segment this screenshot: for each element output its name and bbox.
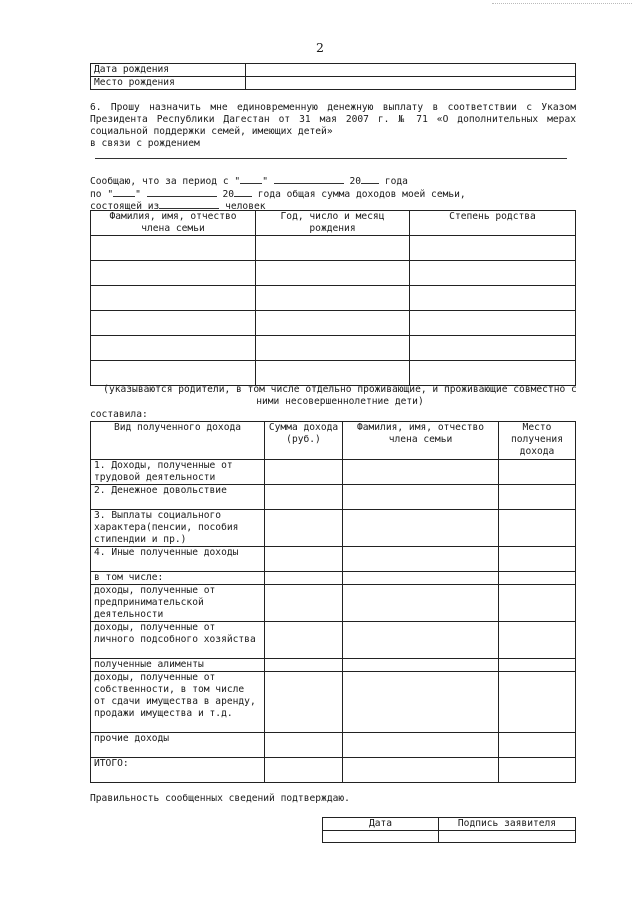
family-row	[91, 311, 576, 336]
month-from-blank	[274, 173, 344, 184]
page-number: 2	[316, 40, 324, 55]
income-row-label: 1. Доходы, полученные от трудовой деятельности	[91, 460, 265, 485]
income-table	[90, 421, 576, 783]
month-to-blank	[147, 186, 217, 197]
signature-table	[322, 817, 576, 843]
family-header-birth: Год, число и месяц рождения	[256, 211, 410, 236]
family-row	[91, 286, 576, 311]
paragraph-6: 6. Прошу назначить мне единовременную денежную выплату в соответствии с Указом Президента Республики Дагестан от 31 мая 2007 г. № 71 «О дополнительных мерах социальной поддержки семей, имеющих детей»	[90, 102, 576, 137]
report-line-3: состоящей из человек	[90, 198, 266, 213]
sostavila-label: составила:	[90, 409, 148, 420]
year-from-blank	[361, 173, 379, 184]
income-row-label: в том числе:	[91, 572, 265, 585]
confirm-text: Правильность сообщенных сведений подтверждаю.	[90, 793, 350, 804]
income-row-label: 2. Денежное довольствие	[91, 485, 265, 510]
income-row-label: 3. Выплаты социального характера(пенсии, пособия стипендии и пр.)	[91, 510, 265, 547]
birth-date-value	[246, 64, 576, 77]
day-from-blank	[240, 173, 262, 184]
family-row	[91, 261, 576, 286]
income-row-label: 4. Иные полученные доходы	[91, 547, 265, 572]
signature-cell	[439, 830, 576, 842]
signature-header: Подпись заявителя	[439, 818, 576, 831]
income-row-label: полученные алименты	[91, 659, 265, 672]
members-count-blank	[159, 198, 219, 209]
income-header-member: Фамилия, имя, отчество члена семьи	[343, 422, 499, 460]
income-row-label: доходы, полученные от собственности, в том числе от сдачи имущества в аренду, продажи имущества и т.д.	[91, 672, 265, 733]
income-row-label: доходы, полученные от личного подсобного хозяйства	[91, 622, 265, 659]
paragraph-6-reason: в связи с рождением	[90, 138, 200, 149]
income-row-label: ИТОГО:	[91, 758, 265, 783]
family-row	[91, 336, 576, 361]
income-row-label: доходы, полученные от предпринимательской деятельности	[91, 585, 265, 622]
family-header-name: Фамилия, имя, отчество члена семьи	[91, 211, 256, 236]
family-header-relation: Степень родства	[410, 211, 576, 236]
family-row	[91, 236, 576, 261]
income-header-type: Вид полученного дохода	[91, 422, 265, 460]
report-line-2: по " " 20 года общая сумма доходов моей семьи,	[90, 186, 466, 201]
birth-place-label: Место рождения	[91, 76, 246, 89]
birth-info-table	[90, 63, 576, 90]
scan-artifact	[492, 3, 632, 4]
year-to-blank	[234, 186, 252, 197]
family-note: (указываются родители, в том числе отдельно проживающие, и проживающие совместно с ними несовершеннолетние дети)	[103, 384, 577, 407]
report-line-1: Сообщаю, что за период с " " 20 года	[90, 173, 408, 188]
reason-line	[95, 158, 567, 159]
family-table	[90, 210, 576, 386]
income-header-place: Место получения дохода	[499, 422, 576, 460]
income-row-label: прочие доходы	[91, 733, 265, 758]
family-row	[91, 361, 576, 386]
birth-date-label: Дата рождения	[91, 64, 246, 77]
income-header-sum: Сумма дохода (руб.)	[265, 422, 343, 460]
date-cell	[323, 830, 439, 842]
day-to-blank	[113, 186, 135, 197]
date-header: Дата	[323, 818, 439, 831]
birth-place-value	[246, 76, 576, 89]
